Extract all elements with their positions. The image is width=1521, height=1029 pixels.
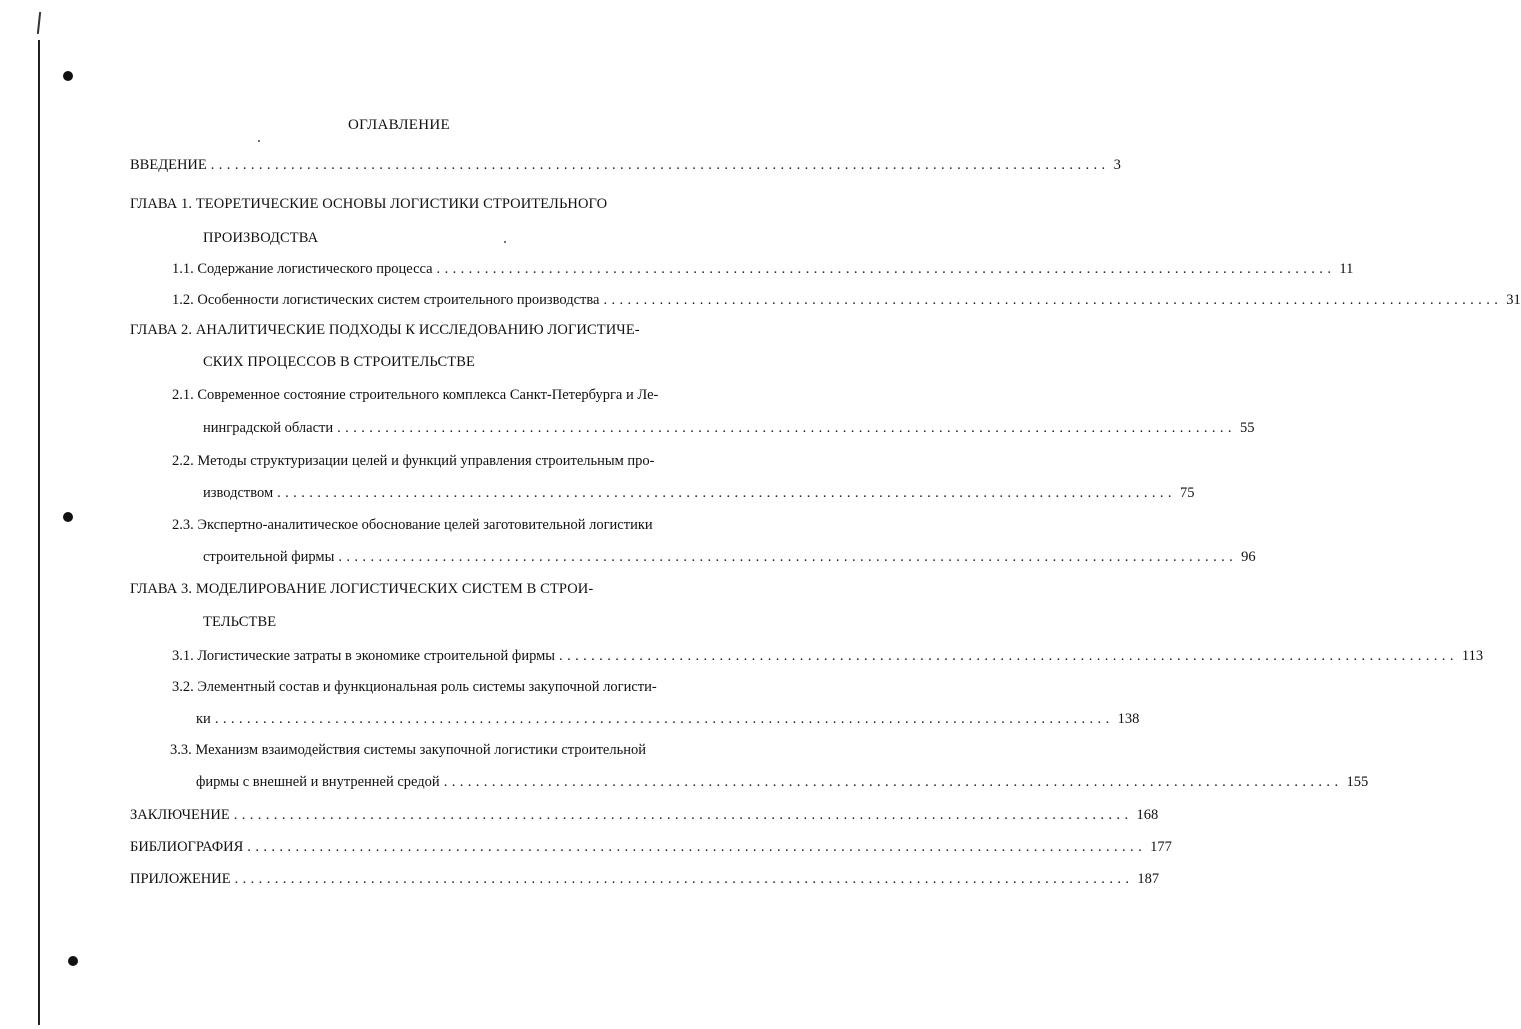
toc-entry-2-1: 2.1. Современное состояние строительного комплекса Санкт-Петербурга и Ле- <box>172 387 659 403</box>
toc-entry-page: 55 <box>1239 420 1255 436</box>
toc-entry-3-2: 3.2. Элементный состав и функциональная роль системы закупочной логисти- <box>172 679 657 695</box>
toc-entry-page: 187 <box>1137 871 1160 887</box>
toc-entry-page: 113 <box>1461 648 1484 664</box>
toc-entry-label: ПРИЛОЖЕНИЕ <box>130 871 231 887</box>
toc-entry-label: 1.2. Особенности логистических систем строительного производства <box>172 292 600 308</box>
chapter-1-heading-cont: ПРОИЗВОДСТВА <box>203 230 319 246</box>
toc-entry-3-1 <box>172 647 1484 665</box>
toc-entry-appendix <box>130 870 1160 888</box>
scan-speck <box>258 140 260 142</box>
toc-entry-2-3: 2.3. Экспертно-аналитическое обоснование целей заготовительной логистики <box>172 517 653 533</box>
toc-entry-label: ЗАКЛЮЧЕНИЕ <box>130 807 230 823</box>
toc-entry-3-2-cont <box>196 710 1140 728</box>
toc-entry-page: 168 <box>1136 807 1159 823</box>
toc-entry-2-2-cont <box>203 484 1195 502</box>
punch-hole-bottom <box>68 956 78 966</box>
binding-line <box>38 40 40 1025</box>
leader-dots: ................................................................................................................ <box>337 420 1236 436</box>
toc-entry-bibliography <box>130 838 1172 856</box>
toc-entry-2-1-cont <box>203 419 1255 437</box>
leader-dots: ................................................................................................................ <box>338 549 1238 565</box>
leader-dots: ................................................................................................................ <box>443 774 1343 790</box>
leader-dots: ................................................................................................................ <box>214 711 1114 727</box>
chapter-2-heading-cont: СКИХ ПРОЦЕССОВ В СТРОИТЕЛЬСТВЕ <box>203 354 475 370</box>
toc-title: ОГЛАВЛЕНИЕ <box>348 117 450 133</box>
chapter-3-heading: ГЛАВА 3. МОДЕЛИРОВАНИЕ ЛОГИСТИЧЕСКИХ СИСТЕМ В СТРОИ- <box>130 581 594 597</box>
toc-entry-page: 11 <box>1339 261 1354 277</box>
chapter-3-heading-cont: ТЕЛЬСТВЕ <box>203 614 277 630</box>
toc-entry-label: 3.1. Логистические затраты в экономике строительной фирмы <box>172 648 556 664</box>
toc-entry-label: БИБЛИОГРАФИЯ <box>130 839 244 855</box>
chapter-1-heading: ГЛАВА 1. ТЕОРЕТИЧЕСКИЕ ОСНОВЫ ЛОГИСТИКИ СТРОИТЕЛЬНОГО <box>130 196 608 212</box>
toc-entry-label: фирмы с внешней и внутренней средой <box>196 774 440 790</box>
toc-entry-page: 138 <box>1117 711 1140 727</box>
toc-entry-label: 1.1. Содержание логистического процесса <box>172 261 433 277</box>
toc-entry-3-3: 3.3. Механизм взаимодействия системы закупочной логистики строительной <box>170 742 646 758</box>
toc-entry-conclusion <box>130 806 1159 824</box>
binding-mark <box>37 12 41 34</box>
toc-entry-3-3-cont <box>196 773 1369 791</box>
leader-dots: ................................................................................................................ <box>436 261 1336 277</box>
leader-dots: ................................................................................................................ <box>247 839 1147 855</box>
toc-entry-intro <box>130 156 1121 174</box>
toc-entry-page: 31 <box>1506 292 1521 308</box>
toc-entry-page: 177 <box>1150 839 1172 855</box>
chapter-2-heading: ГЛАВА 2. АНАЛИТИЧЕСКИЕ ПОДХОДЫ К ИССЛЕДОВАНИЮ ЛОГИСТИЧЕ- <box>130 322 640 338</box>
toc-entry-label: нинградской области <box>203 420 334 436</box>
toc-entry-2-2: 2.2. Методы структуризации целей и функций управления строительным про- <box>172 453 655 469</box>
scan-speck <box>504 241 506 243</box>
toc-entry-page: 96 <box>1241 549 1256 565</box>
leader-dots: ................................................................................................................ <box>603 292 1503 308</box>
leader-dots: ................................................................................................................ <box>559 648 1458 664</box>
leader-dots: ................................................................................................................ <box>277 485 1176 501</box>
toc-entry-page: 75 <box>1179 485 1195 501</box>
toc-entry-page: 155 <box>1346 774 1369 790</box>
toc-entry-label: изводством <box>203 485 274 501</box>
toc-entry-label: ВВЕДЕНИЕ <box>130 157 207 173</box>
punch-hole-top <box>63 71 73 81</box>
toc-entry-1-2 <box>172 291 1521 309</box>
leader-dots: ................................................................................................................ <box>234 871 1134 887</box>
toc-entry-label: строительной фирмы <box>203 549 335 565</box>
leader-dots: ................................................................................................................ <box>210 157 1110 173</box>
punch-hole-middle <box>63 512 73 522</box>
toc-entry-1-1 <box>172 260 1354 278</box>
toc-entry-2-3-cont <box>203 548 1256 566</box>
leader-dots: ................................................................................................................ <box>233 807 1133 823</box>
toc-entry-label: ки <box>196 711 211 727</box>
toc-entry-page: 3 <box>1113 157 1121 173</box>
